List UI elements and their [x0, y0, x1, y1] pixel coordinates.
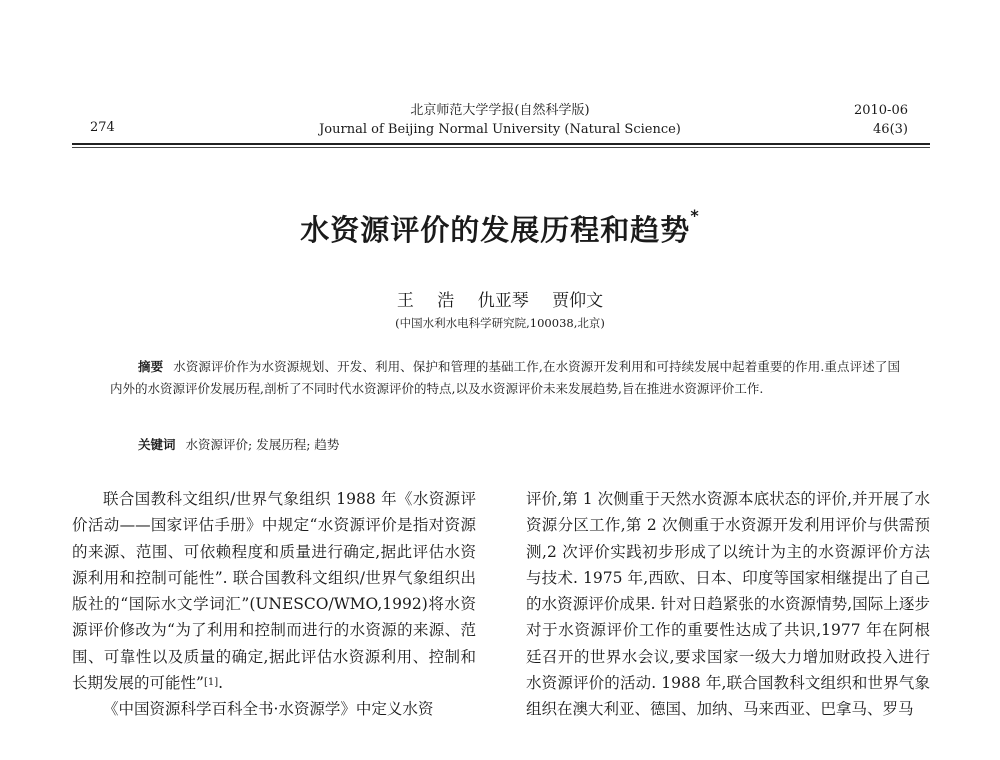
- issue-info: [854, 101, 908, 139]
- abstract: [110, 356, 900, 400]
- keywords: [138, 434, 339, 456]
- citation-ref: [1]: [203, 677, 219, 689]
- issue-date: 2010-06: [853, 103, 908, 118]
- body-paragraph: 《中国资源科学百科全书·水资源学》中定义水资: [103, 700, 434, 719]
- header-rule: [72, 143, 930, 145]
- article-title: [0, 208, 1000, 249]
- journal-name-cn: 北京师范大学学报(自然科学版): [410, 103, 590, 118]
- abstract-text: 水资源评价作为水资源规划、开发、利用、保护和管理的基础工作,在水资源开发利用和可持续发展中起着重要的作用.重点评述了国内外的水资源评价发展历程,剖析了不同时代水资源评价的特点,以及水资源评价未来发展趋势,旨在推进水资源评价工作.: [110, 359, 900, 396]
- journal-name-en: Journal of Beijing Normal University (Natural Science): [319, 122, 681, 137]
- volume-issue: 46(3): [873, 122, 908, 137]
- keywords-label: 关键词: [138, 437, 176, 452]
- paragraph-end: .: [218, 674, 224, 693]
- keywords-text: 水资源评价; 发展历程; 趋势: [185, 437, 340, 452]
- body-paragraph-text: 联合国教科文组织/世界气象组织 1988 年《水资源评价活动——国家评估手册》中规定“水资源评价是指对资源的来源、范围、可依赖程度和质量进行确定,据此评估水资源利用和控制可能性”. 联合国教科文组织/世界气象组织出版社的“国际水文学词汇”(UNESCO/WMO,1992)将水资源评价修改为“为了利用和控制而进行的水资源的来源、范围、可靠性以及质量的确定,据此评估水资源利用、控制和长期发展的可能性”: [72, 490, 476, 693]
- journal-header: [260, 101, 740, 139]
- affiliation: (中国水利水电科学研究院,100038,北京): [395, 316, 605, 330]
- body-column-right: [526, 486, 930, 723]
- page-number: 274: [90, 120, 115, 135]
- body-paragraph: [72, 486, 476, 696]
- abstract-label: 摘要: [138, 359, 164, 374]
- title-text: 水资源评价的发展历程和趋势: [300, 213, 691, 247]
- header-rule-thin: [72, 147, 930, 148]
- authors: 王 浩 仇亚琴 贾仰文: [396, 291, 604, 311]
- body-paragraph: 评价,第 1 次侧重于天然水资源本底状态的评价,并开展了水资源分区工作,第 2 次侧重于水资源开发利用评价与供需预测,2 次评价实践初步形成了以统计为主的水资源评价方法与技术. 1975 年,西欧、日本、印度等国家相继提出了自己的水资源评价成果. 针对日趋紧张的水资源情势,国际上逐步对于水资源评价工作的重要性达成了共识,1977 年在阿根廷召开的世界水会议,要求国家一级大力增加财政投入进行水资源评价的活动. 1988 年,联合国教科文组织和世界气象组织在澳大利亚、德国、加纳、马来西亚、巴拿马、罗马: [526, 490, 930, 719]
- title-footnote-mark: *: [690, 206, 700, 225]
- body-column-left: [72, 486, 476, 723]
